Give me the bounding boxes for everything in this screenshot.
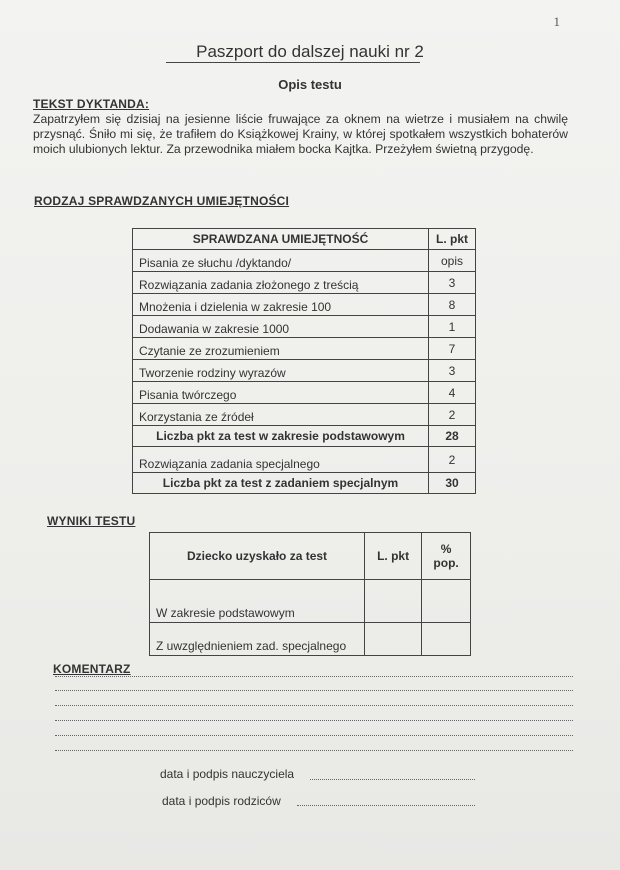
table-row: [150, 623, 471, 656]
parent-signature-label: data i podpis rodziców: [162, 794, 281, 808]
basic-total-label: Liczba pkt za test w zakresie podstawowym: [133, 426, 429, 447]
skill-name: Dodawania w zakresie 1000: [133, 316, 429, 338]
page-subtitle: Opis testu: [278, 77, 342, 92]
percent-pop-label: pop.: [433, 556, 459, 570]
comment-line: [55, 735, 573, 736]
page-number: 1: [553, 14, 560, 29]
table-row: [150, 580, 471, 623]
comment-line: [55, 676, 573, 677]
basic-total-value: 28: [429, 426, 476, 447]
comment-line: [55, 705, 573, 706]
special-total-row: [133, 473, 476, 494]
skill-name: Mnożenia i dzielenia w zakresie 100: [133, 294, 429, 316]
results-heading: WYNIKI TESTU: [47, 514, 136, 528]
title-underline: [166, 62, 420, 63]
comment-line: [55, 720, 573, 721]
skill-name: Rozwiązania zadania specjalnego: [133, 447, 429, 473]
skill-name: Tworzenie rodziny wyrazów: [133, 360, 429, 382]
result-percent-cell: [422, 623, 471, 656]
skill-points: 3: [429, 272, 476, 294]
table-row: [133, 338, 476, 360]
table-row: [133, 316, 476, 338]
skill-points: 1: [429, 316, 476, 338]
result-label: W zakresie podstawowym: [150, 580, 365, 623]
comment-line: [55, 750, 573, 751]
special-total-label: Liczba pkt za test z zadaniem specjalnym: [133, 473, 429, 494]
results-header-row: [150, 533, 471, 580]
page-title: Paszport do dalszej nauki nr 2: [196, 42, 424, 61]
skill-points: 2: [429, 404, 476, 426]
table-row: [133, 250, 476, 272]
skill-points: 2: [429, 447, 476, 473]
dictation-heading: TEKST DYKTANDA:: [33, 97, 150, 111]
special-total-value: 30: [429, 473, 476, 494]
table-row: [133, 272, 476, 294]
skill-name: Korzystania ze źródeł: [133, 404, 429, 426]
table-row: [133, 360, 476, 382]
result-label: Z uwzględnieniem zad. specjalnego: [150, 623, 365, 656]
skills-heading: RODZAJ SPRAWDZANYCH UMIEJĘTNOŚCI: [34, 194, 290, 208]
comment-heading: KOMENTARZ: [53, 662, 131, 676]
result-percent-cell: [422, 580, 471, 623]
results-col-label: Dziecko uzyskało za test: [150, 533, 365, 580]
skills-header-row: [133, 229, 476, 250]
basic-total-row: [133, 426, 476, 447]
skill-name: Pisania twórczego: [133, 382, 429, 404]
table-row: [133, 404, 476, 426]
comment-line: [55, 690, 573, 691]
skill-name: Czytanie ze zrozumieniem: [133, 338, 429, 360]
percent-symbol: %: [440, 542, 452, 556]
skill-points: 4: [429, 382, 476, 404]
table-row: [133, 294, 476, 316]
teacher-signature-label: data i podpis nauczyciela: [160, 767, 295, 781]
results-table: [149, 532, 471, 656]
parent-signature-line: [297, 805, 475, 806]
skill-points: 8: [429, 294, 476, 316]
skill-points: 7: [429, 338, 476, 360]
skill-points: opis: [429, 250, 476, 272]
skill-points: 3: [429, 360, 476, 382]
skill-name: Pisania ze słuchu /dyktando/: [133, 250, 429, 272]
result-points-cell: [365, 623, 422, 656]
table-row: [133, 382, 476, 404]
skills-col-skill: SPRAWDZANA UMIEJĘTNOŚĆ: [133, 229, 429, 250]
result-points-cell: [365, 580, 422, 623]
teacher-signature-line: [310, 779, 475, 780]
skills-table: [132, 228, 476, 494]
dictation-text: Zapatrzyłem się dzisiaj na jesienne liście fruwające za oknem na wietrze i musiałem na chwilę przysnąć. Śniło mi się, że trafiłem do Książkowej Krainy, w której spotkałem wszystkich bohaterów moich ulubionych lektur. Za przewodnika miałem bocka Kajtka. Przeżyłem świetną przygodę.: [33, 112, 568, 156]
results-col-percent: [422, 533, 471, 580]
skill-name: Rozwiązania zadania złożonego z treścią: [133, 272, 429, 294]
results-col-points: L. pkt: [365, 533, 422, 580]
skills-col-points: L. pkt: [429, 229, 476, 250]
table-row: [133, 447, 476, 473]
